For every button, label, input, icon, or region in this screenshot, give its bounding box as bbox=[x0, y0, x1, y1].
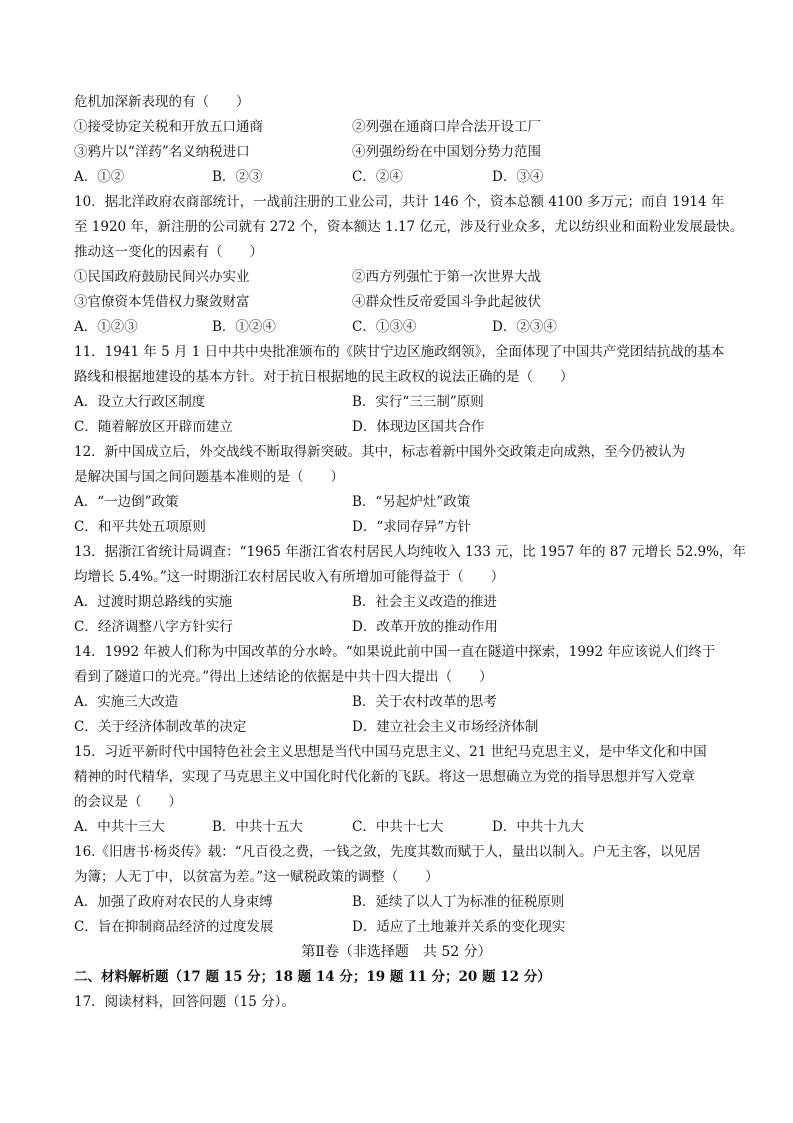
q13-option-c[interactable]: C．经济调整八字方针实行 bbox=[74, 619, 233, 635]
q10-items-row2 bbox=[74, 293, 734, 311]
q10-option-c[interactable]: C．①③④ bbox=[352, 319, 417, 335]
q10-line-2: 至 1920 年，新注册的公司就有 272 个，资本额达 1.17 亿元，涉及行业众多，尤以纺织业和面粉业发展最快。 bbox=[74, 219, 744, 235]
q10-option-d[interactable]: D．②③④ bbox=[492, 319, 557, 335]
q10-item-1: ①民国政府鼓励民间兴办实业 bbox=[74, 269, 250, 285]
q12-option-d[interactable]: D．“求同存异”方针 bbox=[352, 519, 472, 535]
q14-option-a[interactable]: A．实施三大改造 bbox=[74, 694, 179, 710]
q13-options-row2 bbox=[74, 618, 734, 636]
q16-option-b[interactable]: B．延续了以人丁为标准的征税原则 bbox=[352, 894, 565, 910]
q15-line-3: 的会议是（ ） bbox=[74, 794, 182, 810]
q9-options bbox=[74, 168, 734, 186]
q11-options-row1 bbox=[74, 393, 734, 411]
q15-option-a[interactable]: A．中共十三大 bbox=[74, 819, 165, 835]
q11-line-2: 路线和根据地建设的基本方针。对于抗日根据地的民主政权的说法正确的是（ ） bbox=[74, 369, 574, 385]
q16-option-a[interactable]: A．加强了政府对农民的人身束缚 bbox=[74, 894, 273, 910]
q11-option-b[interactable]: B．实行“三三制”原则 bbox=[352, 394, 484, 410]
q11-line-1: 11．1941 年 5 月 1 日中共中央批准颁布的《陕甘宁边区施政纲领》，全面体现了中国共产党团结抗战的基本 bbox=[74, 344, 725, 360]
q11-option-d[interactable]: D．体现边区国共合作 bbox=[352, 419, 485, 435]
q9-option-c[interactable]: C．②④ bbox=[352, 169, 403, 185]
part2-title: 第Ⅱ卷（非选择题 共 52 分） bbox=[301, 944, 492, 960]
q14-options-row2 bbox=[74, 718, 734, 736]
q9-item-2: ②列强在通商口岸合法开设工厂 bbox=[352, 119, 541, 135]
q15-line-2: 精神的时代精华，实现了马克思主义中国化时代化新的飞跃。将这一思想确立为党的指导思想并写入党章 bbox=[74, 769, 695, 785]
q14-line-2: 看到了隧道口的光亮。”得出上述结论的依据是中共十四大提出（ ） bbox=[74, 669, 493, 685]
q9-stem: 危机加深新表现的有（ ） bbox=[74, 94, 250, 110]
q12-option-a[interactable]: A．“一边倒”政策 bbox=[74, 494, 179, 510]
q16-line-1: 16.《旧唐书·杨炎传》载：“凡百役之费，一钱之敛，先度其数而赋于人，量出以制入。户无主客，以见居 bbox=[74, 844, 701, 860]
q11-options-row2 bbox=[74, 418, 734, 436]
q9-option-a[interactable]: A．①② bbox=[74, 169, 125, 185]
q16-options-row2 bbox=[74, 918, 734, 936]
q15-options bbox=[74, 818, 734, 836]
q9-option-b[interactable]: B．②③ bbox=[212, 169, 263, 185]
q9-item-1: ①接受协定关税和开放五口通商 bbox=[74, 119, 263, 135]
q13-option-b[interactable]: B．社会主义改造的推进 bbox=[352, 594, 497, 610]
q16-options-row1 bbox=[74, 893, 734, 911]
q15-option-b[interactable]: B．中共十五大 bbox=[212, 819, 303, 835]
q9-item-3: ③鸦片以“洋药”名义纳税进口 bbox=[74, 144, 250, 160]
q15-option-c[interactable]: C．中共十七大 bbox=[352, 819, 444, 835]
q12-line-1: 12．新中国成立后，外交战线不断取得新突破。其中，标志着新中国外交政策走向成熟，至今仍被认为 bbox=[74, 444, 686, 460]
q9-option-d[interactable]: D．③④ bbox=[492, 169, 544, 185]
q9-items-row2 bbox=[74, 143, 734, 161]
q16-option-c[interactable]: C．旨在抑制商品经济的过度发展 bbox=[74, 919, 274, 935]
q12-option-b[interactable]: B．“另起炉灶”政策 bbox=[352, 494, 471, 510]
q10-line-1: 10．据北洋政府农商部统计，一战前注册的工业公司，共计 146 个，资本总额 4100 多万元；而自 1914 年 bbox=[74, 194, 725, 210]
q10-option-a[interactable]: A．①②③ bbox=[74, 319, 138, 335]
q10-line-3: 推动这一变化的因素有（ ） bbox=[74, 244, 263, 260]
q10-item-2: ②西方列强忙于第一次世界大战 bbox=[352, 269, 541, 285]
q13-line-1: 13．据浙江省统计局调查：“1965 年浙江省农村居民人均纯收入 133 元，比 1957 年的 87 元增长 52.9%，年 bbox=[74, 544, 746, 560]
q10-item-4: ④群众性反帝爱国斗争此起彼伏 bbox=[352, 294, 541, 310]
q13-option-d[interactable]: D．改革开放的推动作用 bbox=[352, 619, 498, 635]
q12-line-2: 是解决国与国之间问题基本准则的是（ ） bbox=[74, 469, 344, 485]
q10-item-3: ③官僚资本凭借权力聚敛财富 bbox=[74, 294, 250, 310]
q17-stem: 17．阅读材料，回答问题（15 分）。 bbox=[74, 994, 295, 1010]
q11-option-a[interactable]: A．设立大行政区制度 bbox=[74, 394, 206, 410]
q13-options-row1 bbox=[74, 593, 734, 611]
q14-option-d[interactable]: D．建立社会主义市场经济体制 bbox=[352, 719, 539, 735]
q9-items-row1 bbox=[74, 118, 734, 136]
part2-section-heading: 二、材料解析题（17 题 15 分；18 题 14 分；19 题 11 分；20 题 12 分） bbox=[74, 969, 551, 985]
q11-option-c[interactable]: C．随着解放区开辟而建立 bbox=[74, 419, 233, 435]
q13-option-a[interactable]: A．过渡时期总路线的实施 bbox=[74, 594, 233, 610]
q16-line-2: 为簿；人无丁中，以贫富为差。”这一赋税政策的调整（ ） bbox=[74, 869, 439, 885]
q15-line-1: 15．习近平新时代中国特色社会主义思想是当代中国马克思主义、21 世纪马克思主义，是中华文化和中国 bbox=[74, 744, 707, 760]
q14-option-b[interactable]: B．关于农村改革的思考 bbox=[352, 694, 497, 710]
q14-line-1: 14．1992 年被人们称为中国改革的分水岭。“如果说此前中国一直在隧道中探索，1992 年应该说人们终于 bbox=[74, 644, 716, 660]
q16-option-d[interactable]: D．适应了土地兼并关系的变化现实 bbox=[352, 919, 566, 935]
q10-items-row1 bbox=[74, 268, 734, 286]
q12-options-row1 bbox=[74, 493, 734, 511]
q10-options bbox=[74, 318, 734, 336]
q12-options-row2 bbox=[74, 518, 734, 536]
q10-option-b[interactable]: B．①②④ bbox=[212, 319, 276, 335]
q9-item-4: ④列强纷纷在中国划分势力范围 bbox=[352, 144, 541, 160]
q13-line-2: 均增长 5.4%。”这一时期浙江农村居民收入有所增加可能得益于（ ） bbox=[74, 569, 505, 585]
q14-option-c[interactable]: C．关于经济体制改革的决定 bbox=[74, 719, 247, 735]
q15-option-d[interactable]: D．中共十九大 bbox=[492, 819, 584, 835]
q12-option-c[interactable]: C．和平共处五项原则 bbox=[74, 519, 206, 535]
q14-options-row1 bbox=[74, 693, 734, 711]
